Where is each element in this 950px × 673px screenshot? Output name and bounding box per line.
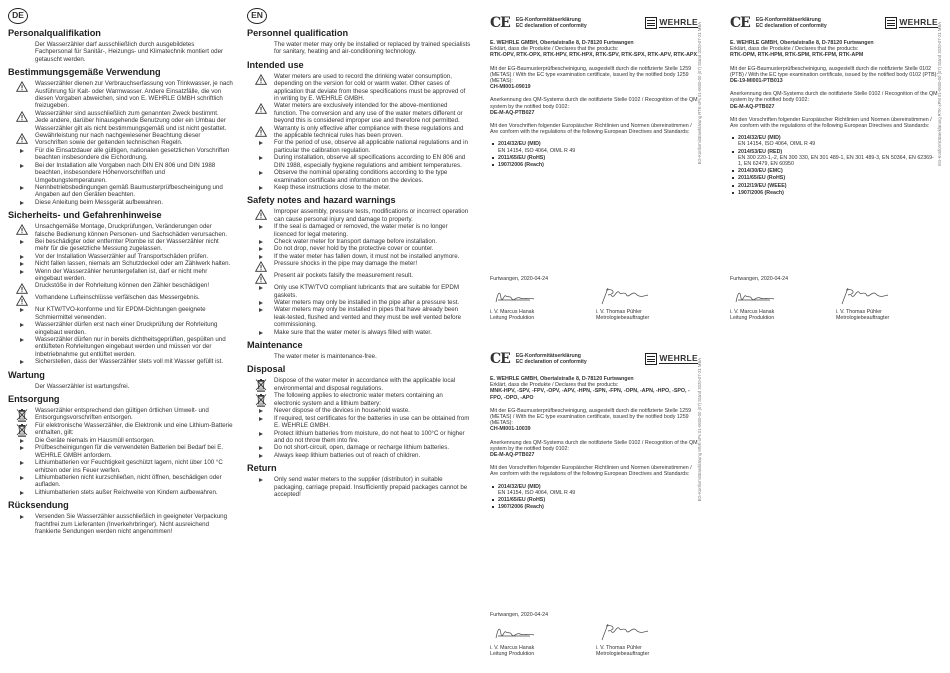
logo-text: WEHRLE bbox=[899, 17, 938, 27]
language-badge: DE bbox=[8, 8, 28, 24]
list-item-text: The following applies to electronic water meters containing an electronic system and a lithium battery: bbox=[274, 392, 443, 407]
bullet-arrow-icon bbox=[20, 308, 24, 312]
bullet-arrow-icon bbox=[259, 331, 263, 335]
declaration: Erklärt, dass die Produkte / Declares that the products: bbox=[730, 46, 859, 53]
directive-list bbox=[730, 135, 938, 196]
logo-text: WEHRLE bbox=[659, 353, 698, 363]
list-item bbox=[8, 260, 233, 267]
crossed-bin-icon bbox=[16, 423, 28, 437]
directive-item: 2014/32/EU (MID) bbox=[738, 135, 938, 141]
signatory-name: i. V. Marcus Hanak bbox=[490, 309, 535, 315]
manufacturer: E. WEHRLE GMBH, Obertalstraße 8, D-78120 Furtwangen bbox=[490, 40, 634, 46]
list-item-text: Wasserzähler sind ausschließlich zum genannten Zweck bestimmt. Jede andere, darüber hinausgehende Benutzung oder ein Umbau der Wasserzähler gilt als nicht bestimmungsgemäß und ist nicht gestattet. bbox=[35, 109, 227, 132]
bullet-arrow-icon bbox=[259, 301, 263, 305]
section-title: Bestimmungsgemäße Verwendung bbox=[8, 67, 161, 78]
wehrle-logo bbox=[645, 353, 698, 365]
list-item bbox=[247, 238, 471, 245]
list-item bbox=[247, 377, 471, 392]
signature-hanak bbox=[496, 293, 534, 302]
bullet-arrow-icon bbox=[259, 308, 263, 312]
list-item bbox=[247, 102, 471, 124]
list-item-text: Never dispose of the devices in household waste. bbox=[274, 407, 410, 415]
signatory-name: i. V. Marcus Hanak bbox=[730, 309, 775, 315]
list-item-text: Water meters may only be installed in pipes that have already been leak-tested, flushed and vented and they must be well vented before commissioning. bbox=[274, 306, 462, 329]
signatory-role: Metrologiebeauftragter bbox=[596, 315, 650, 322]
list-item bbox=[8, 199, 233, 206]
crossed-bin-icon bbox=[16, 408, 28, 422]
list-item bbox=[247, 430, 471, 445]
crossed-bin-icon bbox=[255, 378, 267, 392]
section-title: Personnel qualification bbox=[247, 28, 349, 38]
list-item bbox=[8, 110, 233, 132]
product-list: RTK-OPM, RTK-HPM, RTK-SPM, RTK-FPM, RTK-APM bbox=[730, 52, 864, 59]
certificate bbox=[490, 14, 698, 332]
section-title: Personalqualifikation bbox=[8, 28, 101, 38]
footer-reference: EG-Konformitätserklärung RTK-xPx 01-0600-00 (07) Stand 2020-07-21 MBA bbox=[697, 22, 702, 165]
bullet-arrow-icon bbox=[20, 186, 24, 190]
list-item-text: Bei der Installation alle Vorgaben nach DIN EN 806 und DIN 1988 beachten, insbesondere Höhenvorschriften und Umgebungstemperaturen. bbox=[35, 161, 216, 184]
warning-triangle-icon bbox=[16, 283, 28, 294]
list-item-text: Für elektronische Wasserzähler, die Elektronik und eine Lithium-Batterie enthalten, gilt: bbox=[35, 422, 233, 437]
list-item bbox=[8, 336, 233, 358]
list-item-text: Do not short-circuit, open, damage or recharge lithium batteries. bbox=[274, 444, 450, 452]
list-item-text: Wasserzähler entsprechend den gültigen örtlichen Umwelt- und Entsorgungsvorschriften entsorgen. bbox=[35, 407, 209, 422]
bullet-arrow-icon bbox=[20, 338, 24, 342]
directive-standards: EN 14154, ISO 4064, OIML R 49 bbox=[498, 147, 576, 154]
qm-number: DE-M-AQ-PTB027 bbox=[490, 452, 535, 459]
list-item bbox=[8, 474, 233, 489]
list-item-text: Wasserzähler dürfen erst nach einer Druckprüfung der Rohrleitung eingebaut werden. bbox=[35, 321, 218, 336]
signatory-name: i. V. Thomas Pühler bbox=[596, 645, 642, 651]
list-item-text: If the seal is damaged or removed, the water meter is no longer licenced for legal metering. bbox=[274, 223, 448, 238]
manufacturer: E. WEHRLE GMBH, Obertalstraße 8, D-78120 Furtwangen bbox=[490, 376, 634, 382]
crossed-bin-icon bbox=[255, 393, 267, 407]
list-item bbox=[8, 489, 233, 496]
bullet-arrow-icon bbox=[20, 164, 24, 168]
list-item bbox=[247, 452, 471, 459]
list-item-text: Warranty is only effective after compliance with these regulations and the applicable technical rules has been proven. bbox=[274, 124, 464, 140]
section-title: Rücksendung bbox=[8, 500, 69, 511]
directive-item: 2014/30/EU (EMC) bbox=[738, 168, 938, 174]
list-item-text: Druckstöße in der Rohrleitung können den Zähler beschädigen! bbox=[35, 282, 210, 290]
certificate-title-en: EC declaration of conformity bbox=[755, 23, 827, 29]
list-item bbox=[247, 223, 471, 238]
signature-puehler bbox=[602, 624, 648, 640]
warning-triangle-icon bbox=[16, 224, 28, 235]
bullet-arrow-icon bbox=[259, 478, 263, 482]
list-item-text: Nennbetriebsbedingungen gemäß Baumusterprüfbescheinigung und Angaben auf den Geräten beachten. bbox=[35, 183, 223, 199]
bullet-arrow-icon bbox=[20, 461, 24, 465]
directive-standards: EN 300 220-1,-2, EN 300 330, EN 301 489-1, EN 301 489-3, EN 50364, EN 62369-1, EN 62479, EN 60950 bbox=[738, 154, 934, 168]
list-item-text: Water meters are exclusively intended for the above-mentioned function. The conversion and any use of the water meters different or beyond this is considered improper use and therefore not permitted. bbox=[274, 102, 463, 125]
warning-triangle-icon bbox=[16, 81, 28, 92]
list-item bbox=[8, 80, 233, 110]
list-item-text: Lithiumbatterien vor Feuchtigkeit geschützt lagern, nicht über 100 °C erhitzen oder ins Feuer werfen. bbox=[35, 459, 223, 474]
directive-item: 1907/2006 (Reach) bbox=[738, 190, 938, 196]
bullet-arrow-icon bbox=[20, 240, 24, 244]
notified-body-text: Mit der EG-Baumusterprüfbescheinigung, ausgestellt durch die notifizierte Stelle 1259 (METAS) / With the EC type examination certificate, issued by the notified body 1259 (METAS): bbox=[490, 407, 692, 427]
list-item bbox=[8, 253, 233, 260]
bullet-arrow-icon bbox=[259, 417, 263, 421]
section-title: Safety notes and hazard warnings bbox=[247, 195, 396, 206]
certificate-number: CH-MI001-09019 bbox=[490, 84, 531, 91]
list-item-text: Present air pockets falsify the measurement result. bbox=[274, 272, 413, 280]
bullet-arrow-icon bbox=[20, 439, 24, 443]
ce-mark-logo: CE bbox=[730, 14, 750, 31]
bullet-arrow-icon bbox=[20, 323, 24, 327]
directive-standards: EN 14154, ISO 4064, OIML R 49 bbox=[738, 141, 816, 148]
directive-item: 2014/32/EU (MID) bbox=[498, 141, 698, 147]
bullet-arrow-icon bbox=[259, 156, 263, 160]
ce-mark-logo: CE bbox=[490, 14, 510, 31]
list-item bbox=[247, 284, 471, 299]
list-item bbox=[8, 437, 233, 444]
list-item bbox=[8, 294, 233, 306]
qm-text: Anerkennung des QM-Systems durch die notifizierte Stelle 0102 / Recognition of the QM system by the notified body 0102: bbox=[730, 91, 938, 104]
directives-text: Mit den Vorschriften folgender Europäischer Richtlinien und Normen übereinstimmen / Are conform with the regulations of the following European Directives and Standards: bbox=[730, 116, 932, 130]
list-item bbox=[8, 132, 233, 147]
list-item-text: Improper assembly, pressure tests, modifications or incorrect operation can cause personal injury and damage to property. bbox=[274, 208, 469, 223]
list-item-text: Only send water meters to the supplier (distributor) in suitable packaging, carriage prepaid. Insufficiently prepaid packages cannot be accepted! bbox=[274, 476, 468, 499]
signatories bbox=[490, 309, 698, 321]
qm-text: Anerkennung des QM-Systems durch die notifizierte Stelle 0102 / Recognition of the QM system by the notified body 0102: bbox=[490, 439, 698, 452]
section-text: The water meter may only be installed or replaced by trained specialists for sanitary, heating and air-conditioning technology. bbox=[274, 41, 471, 56]
list-item-text: Vor der Installation Wasserzähler auf Transportschäden prüfen. bbox=[35, 252, 209, 260]
wehrle-logo bbox=[885, 17, 938, 29]
list-item bbox=[8, 306, 233, 321]
notified-body-text: Mit der EG-Baumusterprüfbescheinigung, ausgestellt durch die notifizierte Stelle 1259 (METAS) / With the EC type examination certificate, issued by the notified body 1259 (METAS): bbox=[490, 65, 692, 85]
list-item-text: Die Geräte niemals im Hausmüll entsorgen. bbox=[35, 437, 155, 445]
directive-item: 2011/65/EU (RoHS) bbox=[498, 497, 698, 503]
list-item-text: Water meters are used to record the drinking water consumption, depending on the version for cold or warm water. Other cases of application that deviate from these specifications must be approved of in writing by E. WEHRLE GMBH. bbox=[274, 72, 466, 103]
qm-text: Anerkennung des QM-Systems durch die notifizierte Stelle 0102 / Recognition of the QM system by the notified body 0102: bbox=[490, 97, 698, 110]
bullet-arrow-icon bbox=[259, 141, 263, 145]
certificate-title-de: EG-Konformitätserklärung bbox=[515, 353, 581, 359]
list-item bbox=[247, 154, 471, 169]
warning-triangle-icon bbox=[255, 126, 267, 137]
list-item bbox=[247, 407, 471, 414]
qm-number: DE-M-AQ-PTB027 bbox=[490, 109, 535, 116]
section-text: Der Wasserzähler ist wartungsfrei. bbox=[35, 382, 130, 390]
list-item bbox=[247, 444, 471, 451]
product-list: RTK-OPV, RTK-OPX, RTK-HPV, RTK-HPX, RTK-SPV, RTK-SPX, RTK-APV, RTK-APX bbox=[490, 52, 697, 59]
signature-hanak bbox=[496, 629, 534, 638]
signatory-role: Metrologiebeauftragter bbox=[596, 651, 650, 658]
list-item-text: Für die Einsatzdauer alle gültigen, nationalen gesetzlichen Vorschriften beachten insbesondere die Eichordnung. bbox=[35, 146, 230, 162]
list-item bbox=[8, 407, 233, 422]
place-date: Furtwangen, 2020-04-24 bbox=[490, 612, 549, 618]
list-item bbox=[247, 392, 471, 407]
certificate-title-en: EC declaration of conformity bbox=[515, 359, 587, 365]
directive-item: 2012/19/EU (WEEE) bbox=[738, 183, 938, 189]
list-item-text: Vorhandene Lufteinschlüsse verfälschen das Messergebnis. bbox=[35, 294, 200, 302]
column-en bbox=[247, 8, 471, 498]
certificate bbox=[730, 14, 938, 332]
section-title: Disposal bbox=[247, 364, 286, 375]
list-item-text: Dispose of the water meter in accordance with the applicable local environmental and disposal regulations. bbox=[274, 377, 456, 392]
list-item bbox=[8, 321, 233, 336]
declaration: Erklärt, dass die Produkte / Declares that the products: bbox=[490, 382, 619, 389]
signatories bbox=[730, 309, 938, 321]
signatory-role: Leitung Produktion bbox=[490, 315, 535, 322]
list-item bbox=[8, 184, 233, 199]
list-item-text: Check water meter for transport damage before installation. bbox=[274, 237, 438, 245]
list-item bbox=[8, 444, 233, 459]
warning-triangle-icon bbox=[255, 209, 267, 220]
warning-triangle-icon bbox=[16, 295, 28, 306]
list-item bbox=[247, 299, 471, 306]
list-item bbox=[247, 184, 471, 191]
list-item-text: Sicherstellen, dass der Wasserzähler stets voll mit Wasser gefüllt ist. bbox=[35, 358, 223, 366]
warning-triangle-icon bbox=[255, 261, 267, 272]
bullet-arrow-icon bbox=[259, 454, 263, 458]
list-item-text: For the period of use, observe all applicable national regulations and in particular the calibration regulation. bbox=[274, 139, 468, 154]
bullet-arrow-icon bbox=[259, 171, 263, 175]
directives-text: Mit den Vorschriften folgender Europäischer Richtlinien und Normen übereinstimmen / Are conform with the regulations of the following European Directives and Standards: bbox=[490, 123, 692, 136]
signatory-name: i. V. Thomas Pühler bbox=[836, 309, 882, 315]
list-item-text: Keep these instructions close to the meter. bbox=[274, 183, 391, 191]
list-item-text: Nicht fallen lassen, niemals am Schutzdeckel oder am Zählwerk halten. bbox=[35, 260, 231, 268]
bullet-arrow-icon bbox=[259, 240, 263, 244]
notified-body-text: Mit der EG-Baumusterprüfbescheinigung, ausgestellt durch die notifizierte Stelle 0102 (PTB) / With the EC type examination certificate, issued by the notified body 0102 (PTB): bbox=[730, 65, 938, 78]
list-item-text: Wasserzähler dienen zur Verbrauchserfassung von Trinkwasser, je nach Ausführung für Kalt- oder Warmwasser. Andere Einsatzfälle, die von diesen Vorgaben abweichen, sind von E. WEHRLE GMBH schriftlich freizugeben. bbox=[35, 80, 233, 110]
list-item-text: Wenn der Wasserzähler heruntergefallen ist, darf er nicht mehr eingebaut werden. bbox=[35, 267, 208, 282]
bullet-arrow-icon bbox=[259, 446, 263, 450]
signature-puehler bbox=[602, 288, 648, 304]
warning-triangle-icon bbox=[16, 111, 28, 122]
logo-text: WEHRLE bbox=[659, 17, 698, 27]
footer-reference: EG-Konformitätserklärung RTK-xPM 01-0600-00 (07) Stand 2020-07-21 MBA bbox=[937, 22, 942, 166]
bullet-arrow-icon bbox=[20, 270, 24, 274]
directive-item: 2014/32/EU (MID) bbox=[498, 484, 698, 490]
list-item bbox=[8, 282, 233, 294]
bullet-arrow-icon bbox=[20, 360, 24, 364]
section-text: The water meter is maintenance-free. bbox=[274, 353, 377, 360]
bullet-arrow-icon bbox=[259, 432, 263, 436]
list-item bbox=[8, 268, 233, 283]
list-item bbox=[247, 253, 471, 260]
list-item bbox=[247, 476, 471, 498]
signatory-role: Leitung Produktion bbox=[730, 315, 775, 322]
directive-item: 1907/2006 (Reach) bbox=[498, 504, 698, 510]
warning-triangle-icon bbox=[16, 133, 28, 144]
certificate bbox=[490, 350, 698, 668]
product-list: MNK-HPV, -SPV, -FPV, -OPV, -APV, -HPN, -SPN, -FPN, -OPN, -APN, -HPO, -SPO, -FPO, -OPO, -APO bbox=[490, 388, 690, 401]
bullet-arrow-icon bbox=[259, 286, 263, 290]
certificate-title-en: EC declaration of conformity bbox=[515, 23, 587, 29]
list-item-text: Prüfbescheinigungen für die verwendeten Batterien bei Bedarf bei E. WEHRLE GMBH anfordern. bbox=[35, 444, 224, 459]
list-item-text: If the water meter has fallen down, it must not be installed anymore. bbox=[274, 252, 460, 260]
list-item-text: Do not drop, never hold by the protective cover or counter. bbox=[274, 245, 434, 253]
list-item-text: Lithiumbatterien stets außer Reichweite von Kindern aufbewahren. bbox=[35, 488, 218, 496]
bullet-arrow-icon bbox=[259, 186, 263, 190]
signatures bbox=[490, 286, 698, 308]
signature-puehler bbox=[842, 288, 888, 304]
list-item-text: Protect lithium batteries from moisture, do not heat to 100°C or higher and do not throw them into fire. bbox=[274, 429, 465, 445]
signatures bbox=[730, 286, 938, 308]
warning-triangle-icon bbox=[255, 273, 267, 284]
directive-item: 2011/65/EU (RoHS) bbox=[738, 175, 938, 181]
list-item-text: Only use KTW/TVO compliant lubricants that are suitable for EPDM gaskets. bbox=[274, 284, 460, 299]
list-item bbox=[8, 162, 233, 184]
list-item-text: Nur KTW/TVO-konforme und für EPDM-Dichtungen geeignete Schmiermittel verwenden. bbox=[35, 306, 206, 321]
list-item bbox=[8, 513, 233, 535]
warning-triangle-icon bbox=[255, 74, 267, 85]
section-title: Intended use bbox=[247, 59, 304, 70]
bullet-arrow-icon bbox=[259, 247, 263, 251]
list-item-text: Bei beschädigter oder entfernter Plombe ist der Wasserzähler nicht mehr für die gesetzliche Messung zugelassen. bbox=[35, 237, 219, 253]
list-item bbox=[247, 329, 471, 336]
list-item bbox=[8, 223, 233, 238]
signatory-role: Metrologiebeauftragter bbox=[836, 315, 890, 322]
list-item bbox=[247, 125, 471, 140]
bullet-arrow-icon bbox=[20, 262, 24, 266]
list-item-text: Wasserzähler dürfen nur in bereits dichtheitsgeprüften, gespülten und entlüfteten Rohrleitungen eingebaut werden und müssen vor der Inbetriebnahme gut entlüftet werden. bbox=[35, 336, 226, 358]
signatories bbox=[490, 645, 698, 657]
wehrle-logo-icon bbox=[885, 17, 897, 29]
qm-number: DE-M-AQ-PTB027 bbox=[730, 103, 775, 110]
bullet-arrow-icon bbox=[20, 476, 24, 480]
bullet-arrow-icon bbox=[20, 446, 24, 450]
list-item bbox=[247, 73, 471, 103]
signatory-role: Leitung Produktion bbox=[490, 651, 535, 658]
place-date: Furtwangen, 2020-04-24 bbox=[490, 276, 549, 282]
signatory-name: i. V. Marcus Hanak bbox=[490, 645, 535, 651]
list-item bbox=[247, 139, 471, 154]
bullet-arrow-icon bbox=[20, 491, 24, 495]
list-item-text: Make sure that the water meter is always filled with water. bbox=[274, 328, 432, 336]
list-item-text: If required, test certificates for the batteries in use can be obtained from E. WEHRLE GMBH. bbox=[274, 414, 470, 430]
declaration: Erklärt, dass die Produkte / Declares that the products: bbox=[490, 46, 619, 53]
list-item bbox=[8, 459, 233, 474]
certificate-header bbox=[730, 14, 938, 32]
list-item bbox=[8, 238, 233, 253]
list-item bbox=[247, 260, 471, 272]
bullet-arrow-icon bbox=[259, 225, 263, 229]
list-item-text: Lithiumbatterien nicht kurzschließen, nicht öffnen, beschädigen oder aufladen. bbox=[35, 474, 222, 489]
list-item-text: Observe the nominal operating conditions according to the type examination certificate and information on the devices. bbox=[274, 169, 448, 184]
list-item bbox=[8, 422, 233, 437]
list-item-text: Gewährleistung nur nach nachgewiesener Beachtung dieser Vorschriften sowie der geltenden technischen Regeln. bbox=[35, 132, 201, 147]
directives-text: Mit den Vorschriften folgender Europäischer Richtlinien und Normen übereinstimmen / Are conform with the regulations of the following European Directives and Standards: bbox=[490, 465, 692, 478]
signatures bbox=[490, 622, 698, 644]
ce-mark-logo: CE bbox=[490, 350, 510, 367]
certificate-header bbox=[490, 350, 698, 368]
bullet-arrow-icon bbox=[259, 409, 263, 413]
section-title: Entsorgung bbox=[8, 394, 60, 405]
list-item bbox=[8, 147, 233, 162]
wehrle-logo-icon bbox=[645, 353, 657, 365]
signatory-name: i. V. Thomas Pühler bbox=[596, 309, 642, 315]
directive-standards: EN 14154, ISO 4064, OIML R 49 bbox=[498, 489, 576, 496]
warning-triangle-icon bbox=[255, 103, 267, 114]
section-text: Der Wasserzähler darf ausschließlich durch ausgebildetes Fachpersonal für Sanitär-, Heizungs- und Klimatechnik montiert oder getauscht werden. bbox=[35, 41, 224, 63]
list-item-text: Diese Anleitung beim Messgerät aufbewahren. bbox=[35, 198, 163, 206]
section-title: Return bbox=[247, 463, 277, 474]
list-item-text: Unsachgemäße Montage, Druckprüfungen, Veränderungen oder falsche Bedienung können Personen- und Sachschäden verursachen. bbox=[35, 223, 227, 238]
list-item bbox=[247, 245, 471, 252]
list-item bbox=[247, 272, 471, 284]
directive-item: 2014/53/EU (RED) bbox=[738, 149, 938, 155]
language-badge: EN bbox=[247, 8, 267, 24]
list-item-text: Pressure shocks in the pipe may damage the meter! bbox=[274, 260, 418, 268]
place-date: Furtwangen, 2020-04-24 bbox=[730, 276, 789, 282]
section-title: Sicherheits- und Gefahrenhinweise bbox=[8, 210, 162, 221]
list-item bbox=[247, 169, 471, 184]
certificate-title-de: EG-Konformitätserklärung bbox=[515, 17, 581, 23]
list-item-text: Water meters may only be installed in the pipe after a pressure test. bbox=[274, 298, 460, 306]
certificate-number: CH-MI001-10039 bbox=[490, 426, 531, 433]
bullet-arrow-icon bbox=[20, 255, 24, 259]
list-item-text: Always keep lithium batteries out of reach of children. bbox=[274, 451, 421, 459]
bullet-arrow-icon bbox=[20, 201, 24, 205]
wehrle-logo-icon bbox=[645, 17, 657, 29]
list-item bbox=[8, 358, 233, 365]
list-item-text: During installation, observe all specifications according to EN 806 and DIN 1988, especially hygiene regulations and ambient temperatures. bbox=[274, 154, 466, 169]
list-item-text: Versenden Sie Wasserzähler ausschließlich in geeigneter Verpackung frachtfrei zum Lieferanten (Inverkehrbringer). Nicht ausreichend frankierte Sendungen werden nicht angenommen! bbox=[35, 513, 228, 536]
certificate-header bbox=[490, 14, 698, 32]
section-title: Wartung bbox=[8, 369, 45, 380]
section-title: Maintenance bbox=[247, 340, 303, 350]
directive-list bbox=[490, 484, 698, 511]
column-de bbox=[8, 8, 233, 536]
bullet-arrow-icon bbox=[259, 255, 263, 259]
footer-reference: EG-Konformitätserklärung MNK-xPx 01-0600-00 (07) Stand 2020-07-21 MBA bbox=[697, 358, 702, 502]
directive-item: 2011/65/EU (RoHS) bbox=[498, 155, 698, 161]
directive-item: 1907/2006 (Reach) bbox=[498, 162, 698, 168]
wehrle-logo bbox=[645, 17, 698, 29]
bullet-arrow-icon bbox=[20, 515, 24, 519]
list-item bbox=[247, 415, 471, 430]
manufacturer: E. WEHRLE GMBH, Obertalstraße 8, D-78120 Furtwangen bbox=[730, 40, 874, 46]
certificate-title-de: EG-Konformitätserklärung bbox=[755, 17, 821, 23]
bullet-arrow-icon bbox=[20, 149, 24, 153]
certificate-number: DE-19-MI001-PTB013 bbox=[730, 78, 783, 85]
list-item bbox=[247, 208, 471, 223]
signature-hanak bbox=[736, 293, 774, 302]
list-item bbox=[247, 306, 471, 328]
directive-list bbox=[490, 141, 698, 168]
